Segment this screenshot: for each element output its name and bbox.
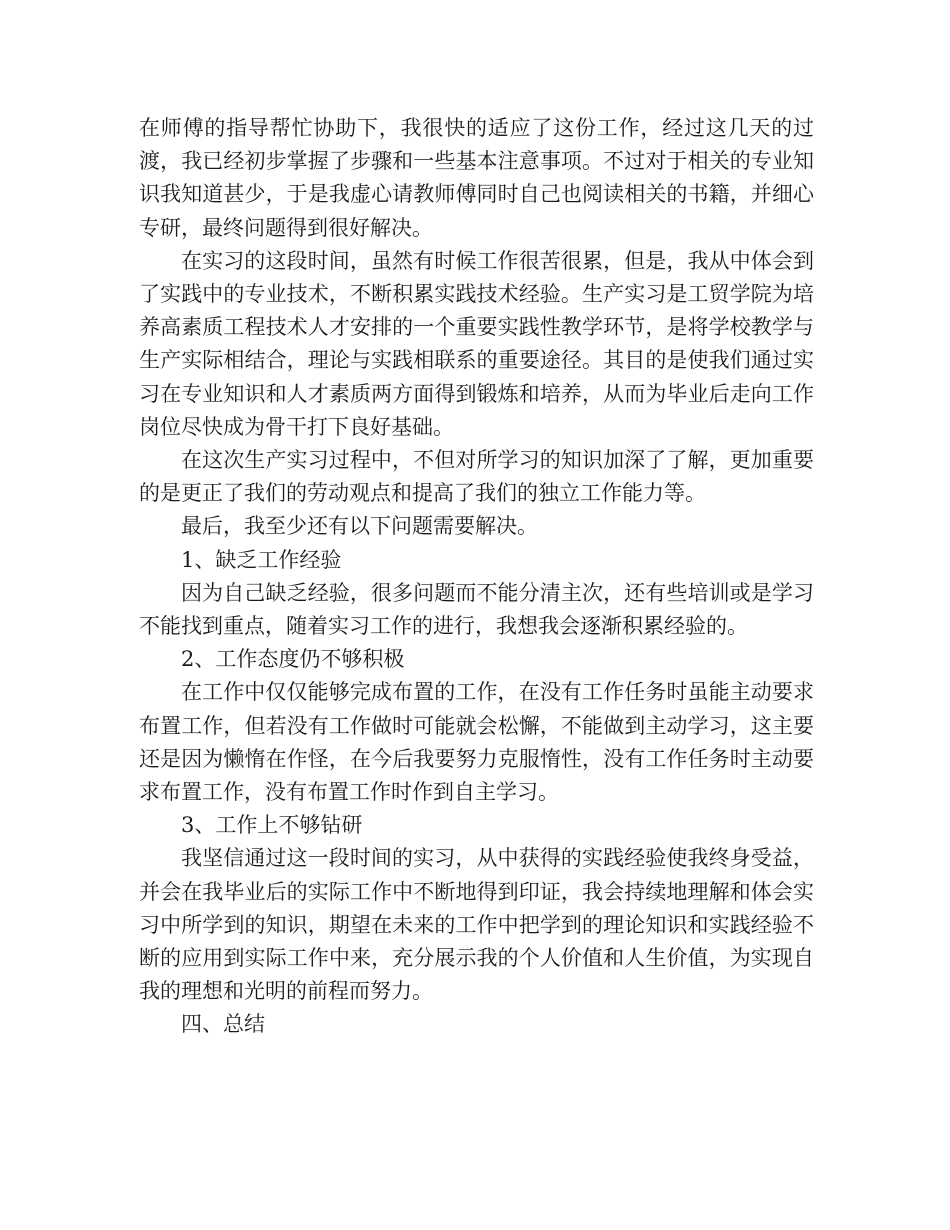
paragraph-issue-2: 在工作中仅仅能够完成布置的工作，在没有工作任务时虽能主动要求布置工作，但若没有工作做时可能就会松懈，不能做到主动学习，这主要还是因为懒惰在作怪，在今后我要努力克服惰性，没有工作任务时主动要求布置工作，没有布置工作时作到自主学习。 bbox=[139, 680, 814, 805]
paragraph-issue-1: 因为自己缺乏经验，很多问题而不能分清主次，还有些培训或是学习不能找到重点，随着实习工作的进行，我想我会逐渐积累经验的。 bbox=[139, 580, 814, 639]
heading-issue-2: 2、工作态度仍不够积极 bbox=[181, 647, 405, 672]
heading-summary: 四、总结 bbox=[181, 1012, 265, 1037]
heading-issue-3: 3、工作上不够钻研 bbox=[181, 813, 363, 838]
heading-issue-1: 1、缺乏工作经验 bbox=[181, 547, 342, 572]
document-page bbox=[139, 112, 814, 1042]
paragraph-remaining-issues: 最后，我至少还有以下问题需要解决。 bbox=[181, 514, 538, 539]
paragraph-internship-gains: 在这次生产实习过程中，不但对所学习的知识加深了了解，更加重要的是更正了我们的劳动观点和提高了我们的独立工作能力等。 bbox=[139, 448, 814, 506]
paragraph-issue-3: 我坚信通过这一段时间的实习，从中获得的实践经验使我终身受益，并会在我毕业后的实际工作中不断地得到印证，我会持续地理解和体会实习中所学到的知识，期望在未来的工作中把学到的理论知识和实践经验不断的应用到实际工作中来，充分展示我的个人价值和人生价值，为实现自我的理想和光明的前程而努力。 bbox=[139, 846, 814, 1004]
paragraph-practice-experience: 在实习的这段时间，虽然有时候工作很苦很累，但是，我从中体会到了实践中的专业技术，不断积累实践技术经验。生产实习是工贸学院为培养高素质工程技术人才安排的一个重要实践性教学环节，是将学校教学与生产实际相结合，理论与实践相联系的重要途径。其目的是使我们通过实习在专业知识和人才素质两方面得到锻炼和培养，从而为毕业后走向工作岗位尽快成为骨干打下良好基础。 bbox=[139, 248, 814, 439]
paragraph-continuation: 在师傅的指导帮忙协助下，我很快的适应了这份工作，经过这几天的过渡，我已经初步掌握了步骤和一些基本注意事项。不过对于相关的专业知识我知道甚少，于是我虚心请教师傅同时自己也阅读相关的书籍，并细心专研，最终问题得到很好解决。 bbox=[139, 116, 814, 240]
